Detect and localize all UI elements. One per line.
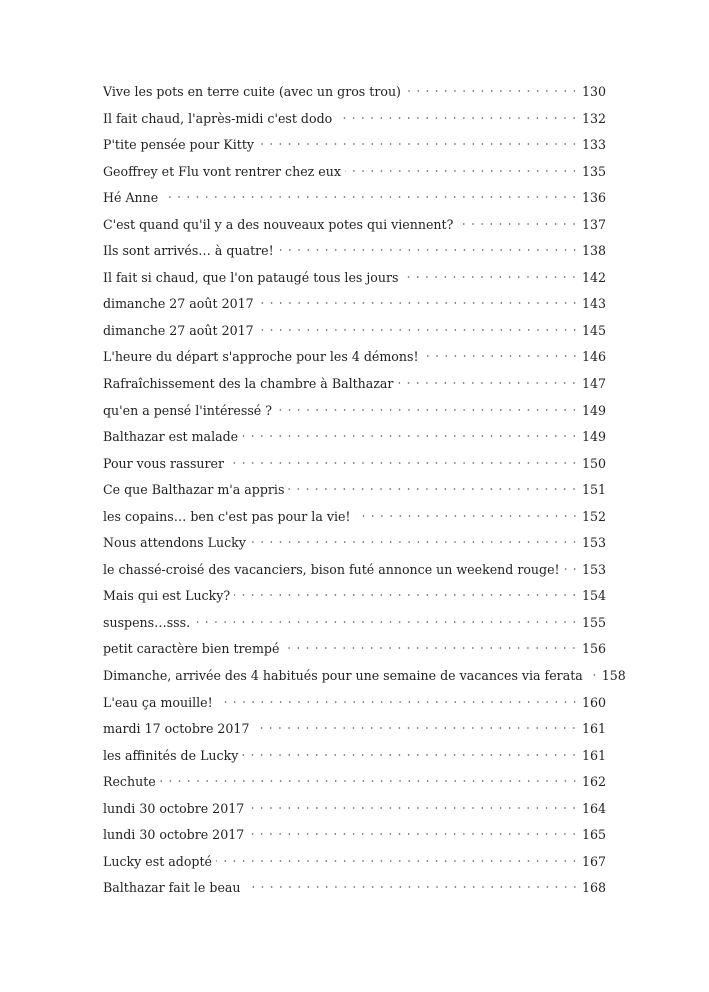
toc-entry[interactable] (103, 854, 606, 881)
toc-entry-title: Balthazar est malade (103, 429, 239, 445)
toc-entry-page-number: 137 (581, 216, 606, 232)
toc-entry-page-number: 155 (581, 614, 606, 630)
dot-leader (397, 378, 578, 388)
dot-leader (162, 192, 579, 202)
toc-entry-page-number: 154 (581, 588, 606, 604)
toc-entry[interactable] (103, 482, 606, 509)
toc-entry-title: Nous attendons Lucky (103, 535, 246, 551)
toc-entry-title: Geoffrey et Flu vont rentrer chez eux (103, 163, 341, 179)
dot-leader (250, 537, 579, 547)
toc-entry-title: C'est quand qu'il y a des nouveaux potes qui viennent? (103, 216, 454, 232)
toc-entry-page-number: 136 (581, 190, 606, 206)
toc-entry-title: les copains… ben c'est pas pour la vie! (103, 508, 351, 524)
toc-entry-title: Il fait si chaud, que l'on pataugé tous les jours (103, 269, 399, 285)
toc-entry-page-number: 138 (581, 243, 606, 259)
toc-entry[interactable] (103, 376, 606, 403)
dot-leader (216, 856, 579, 866)
toc-entry-page-number: 143 (581, 296, 606, 312)
toc-entry-title: Pour vous rassurer (103, 455, 225, 471)
toc-entry-title: P'tite pensée pour Kitty (103, 137, 254, 153)
toc-entry-title: Lucky est adopté (103, 853, 212, 869)
toc-entry[interactable] (103, 748, 606, 775)
toc-entry-page-number: 168 (581, 880, 606, 896)
dot-leader (242, 750, 579, 760)
dot-leader (242, 431, 579, 441)
dot-leader (217, 697, 579, 707)
toc-entry[interactable] (103, 801, 606, 828)
toc-entry-page-number: 150 (581, 455, 606, 471)
table-of-contents (103, 84, 626, 907)
dot-leader (248, 803, 579, 813)
toc-entry-title: petit caractère bien trempé (103, 641, 280, 657)
dot-leader (276, 405, 579, 415)
toc-entry-title: dimanche 27 août 2017 (103, 296, 254, 312)
toc-entry[interactable] (103, 403, 606, 430)
dot-leader (194, 617, 579, 627)
toc-entry[interactable] (103, 84, 606, 111)
toc-entry-page-number: 133 (581, 137, 606, 153)
toc-entry-title: Rafraîchissement des la chambre à Balthazar (103, 376, 394, 392)
dot-leader (258, 298, 579, 308)
toc-entry-title: Mais qui est Lucky? (103, 588, 231, 604)
dot-leader (253, 723, 578, 733)
dot-leader (402, 272, 579, 282)
toc-entry-page-number: 161 (581, 747, 606, 763)
toc-entry[interactable] (103, 349, 606, 376)
toc-entry-title: mardi 17 octobre 2017 (103, 721, 250, 737)
toc-entry-page-number: 161 (581, 721, 606, 737)
dot-leader (288, 484, 579, 494)
toc-entry[interactable] (103, 615, 606, 642)
dot-leader (587, 670, 599, 680)
toc-entry-page-number: 153 (581, 561, 606, 577)
dot-leader (564, 564, 579, 574)
toc-entry[interactable] (103, 774, 606, 801)
toc-entry-page-number: 156 (581, 641, 606, 657)
toc-entry[interactable] (103, 270, 606, 297)
dot-leader (283, 643, 579, 653)
toc-entry-title: Il fait chaud, l'après-midi c'est dodo (103, 110, 333, 126)
toc-entry-page-number: 149 (581, 429, 606, 445)
toc-entry[interactable] (103, 243, 606, 270)
toc-entry-title: Ce que Balthazar m'a appris (103, 482, 285, 498)
toc-entry-page-number: 162 (581, 774, 606, 790)
dot-leader (345, 166, 579, 176)
dot-leader (423, 351, 579, 361)
toc-entry[interactable] (103, 429, 606, 456)
dot-leader (258, 139, 579, 149)
dot-leader (355, 511, 579, 521)
dot-leader (160, 776, 579, 786)
dot-leader (245, 882, 579, 892)
toc-entry[interactable] (103, 695, 606, 722)
dot-leader (336, 113, 579, 123)
toc-entry[interactable] (103, 456, 606, 483)
toc-entry[interactable] (103, 509, 606, 536)
toc-entry-page-number: 135 (581, 163, 606, 179)
dot-leader (234, 590, 579, 600)
toc-entry-title: lundi 30 octobre 2017 (103, 827, 245, 843)
toc-entry-page-number: 165 (581, 827, 606, 843)
toc-entry-title: Dimanche, arrivée des 4 habitués pour une semaine de vacances via ferata (103, 668, 583, 684)
toc-entry-page-number: 132 (581, 110, 606, 126)
toc-entry-page-number: 158 (601, 668, 626, 684)
toc-entry-title: le chassé-croisé des vacanciers, bison futé annonce un weekend rouge! (103, 561, 560, 577)
toc-entry[interactable] (103, 880, 606, 907)
toc-entry-title: lundi 30 octobre 2017 (103, 800, 245, 816)
toc-entry-title: Ils sont arrivés… à quatre! (103, 243, 274, 259)
dot-leader (258, 325, 579, 335)
toc-entry-title: L'heure du départ s'approche pour les 4 démons! (103, 349, 419, 365)
toc-entry[interactable] (103, 164, 606, 191)
toc-entry-title: Rechute (103, 774, 156, 790)
toc-entry-title: L'eau ça mouille! (103, 694, 213, 710)
toc-entry[interactable] (103, 668, 626, 695)
toc-entry-title: Hé Anne (103, 190, 159, 206)
dot-leader (228, 458, 579, 468)
dot-leader (248, 829, 579, 839)
toc-entry-page-number: 160 (581, 694, 606, 710)
toc-entry-page-number: 149 (581, 402, 606, 418)
toc-entry-page-number: 151 (581, 482, 606, 498)
toc-entry[interactable] (103, 111, 606, 138)
toc-entry-title: suspens…sss. (103, 614, 191, 630)
toc-entry[interactable] (103, 535, 606, 562)
toc-entry[interactable] (103, 217, 606, 244)
toc-entry-page-number: 130 (581, 84, 606, 99)
toc-entry-title: qu'en a pensé l'intéressé ? (103, 402, 273, 418)
toc-entry[interactable] (103, 562, 606, 589)
toc-entry-page-number: 152 (581, 508, 606, 524)
toc-entry-title: Balthazar fait le beau (103, 880, 241, 896)
toc-entry[interactable] (103, 721, 606, 748)
dot-leader (457, 219, 579, 229)
toc-entry[interactable] (103, 323, 606, 350)
toc-entry[interactable] (103, 137, 606, 164)
toc-entry-page-number: 145 (581, 322, 606, 338)
toc-entry[interactable] (103, 827, 606, 854)
toc-entry-page-number: 146 (581, 349, 606, 365)
toc-entry-page-number: 142 (581, 269, 606, 285)
toc-entry[interactable] (103, 588, 606, 615)
toc-entry-page-number: 153 (581, 535, 606, 551)
toc-entry-page-number: 147 (581, 376, 606, 392)
toc-entry-page-number: 167 (581, 853, 606, 869)
toc-entry[interactable] (103, 641, 606, 668)
toc-entry-title: dimanche 27 août 2017 (103, 322, 254, 338)
toc-entry-title: Vive les pots en terre cuite (avec un gros trou) (103, 84, 401, 99)
toc-entry[interactable] (103, 296, 606, 323)
dot-leader (405, 86, 579, 96)
dot-leader (278, 245, 579, 255)
toc-entry-page-number: 164 (581, 800, 606, 816)
toc-entry[interactable] (103, 190, 606, 217)
toc-entry-title: les affinités de Lucky (103, 747, 239, 763)
